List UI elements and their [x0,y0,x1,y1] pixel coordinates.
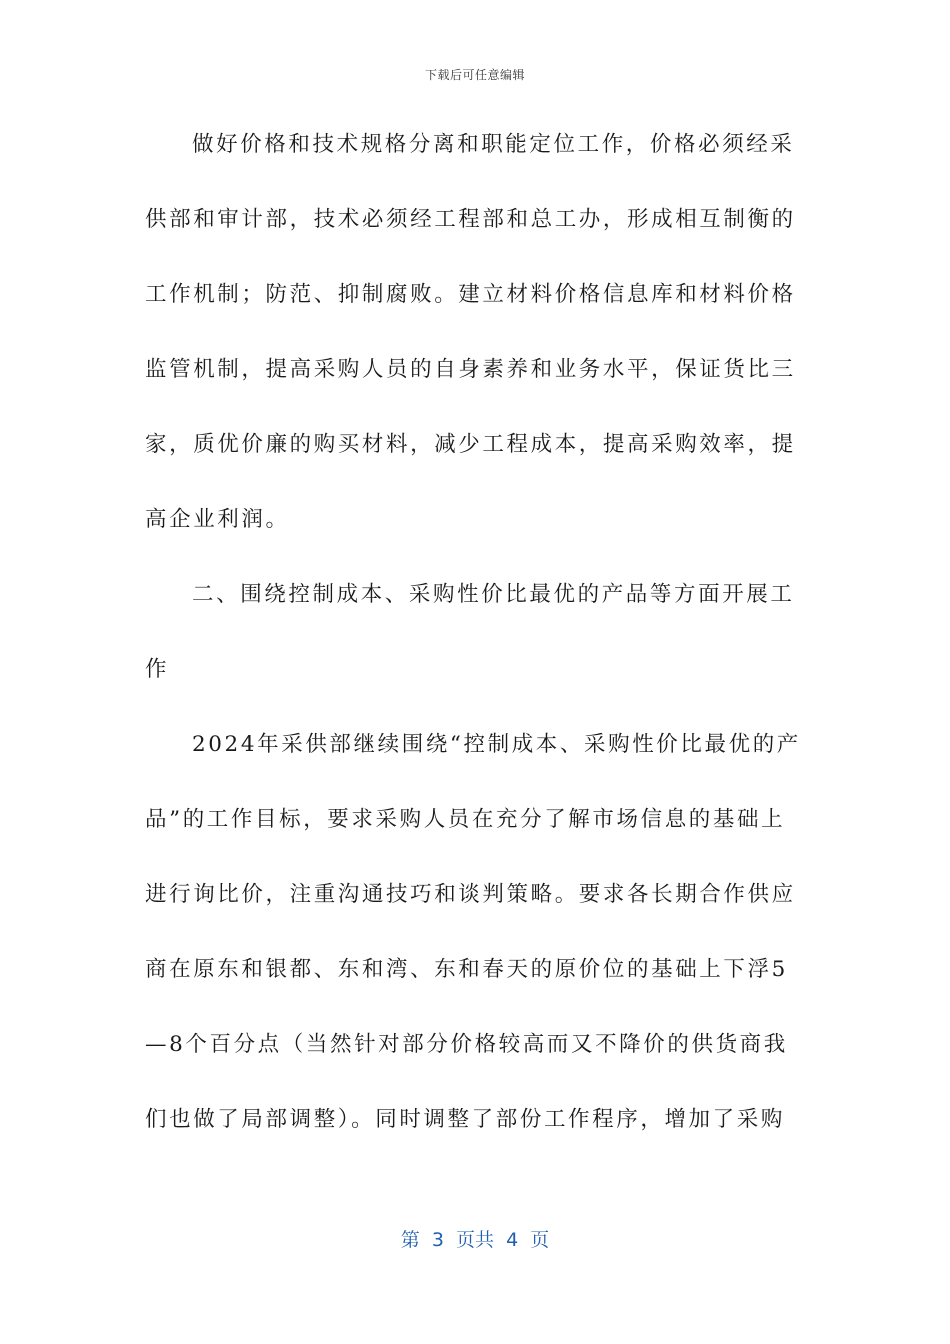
paragraph-line: —8个百分点（当然针对部分价格较高而又不降价的供货商我 [145,1032,788,1057]
paragraph-line: 供部和审计部，技术必须经工程部和总工办，形成相互制衡的 [145,207,796,232]
paragraph-line: 进行询比价，注重沟通技巧和谈判策略。要求各长期合作供应 [145,882,796,907]
paragraph-line: 高企业利润。 [145,507,290,532]
paragraph-line: 家，质优价廉的购买材料，减少工程成本，提高采购效率，提 [145,432,796,457]
page-number-footer: 第 3 页共 4 页 [400,1229,550,1251]
paragraph-line: 商在原东和银都、东和湾、东和春天的原价位的基础上下浮5 [145,957,788,982]
paragraph-line: 2024年采供部继续围绕“控制成本、采购性价比最优的产 [192,732,801,757]
paragraph-line: 做好价格和技术规格分离和职能定位工作，价格必须经采 [192,132,795,157]
paragraph-line: 品”的工作目标，要求采购人员在充分了解市场信息的基础上 [145,807,786,832]
page-header-note: 下载后可任意编辑 [424,68,525,82]
section-heading-line: 二、围绕控制成本、采购性价比最优的产品等方面开展工 [192,582,795,607]
document-body [145,123,800,1173]
paragraph-line: 工作机制；防范、抑制腐败。建立材料价格信息库和材料价格 [145,282,796,307]
paragraph-line: 们也做了局部调整）。同时调整了部份工作程序，增加了采购 [145,1107,785,1132]
section-heading-line: 作 [145,657,170,682]
paragraph-line: 监管机制，提高采购人员的自身素养和业务水平，保证货比三 [145,357,796,382]
